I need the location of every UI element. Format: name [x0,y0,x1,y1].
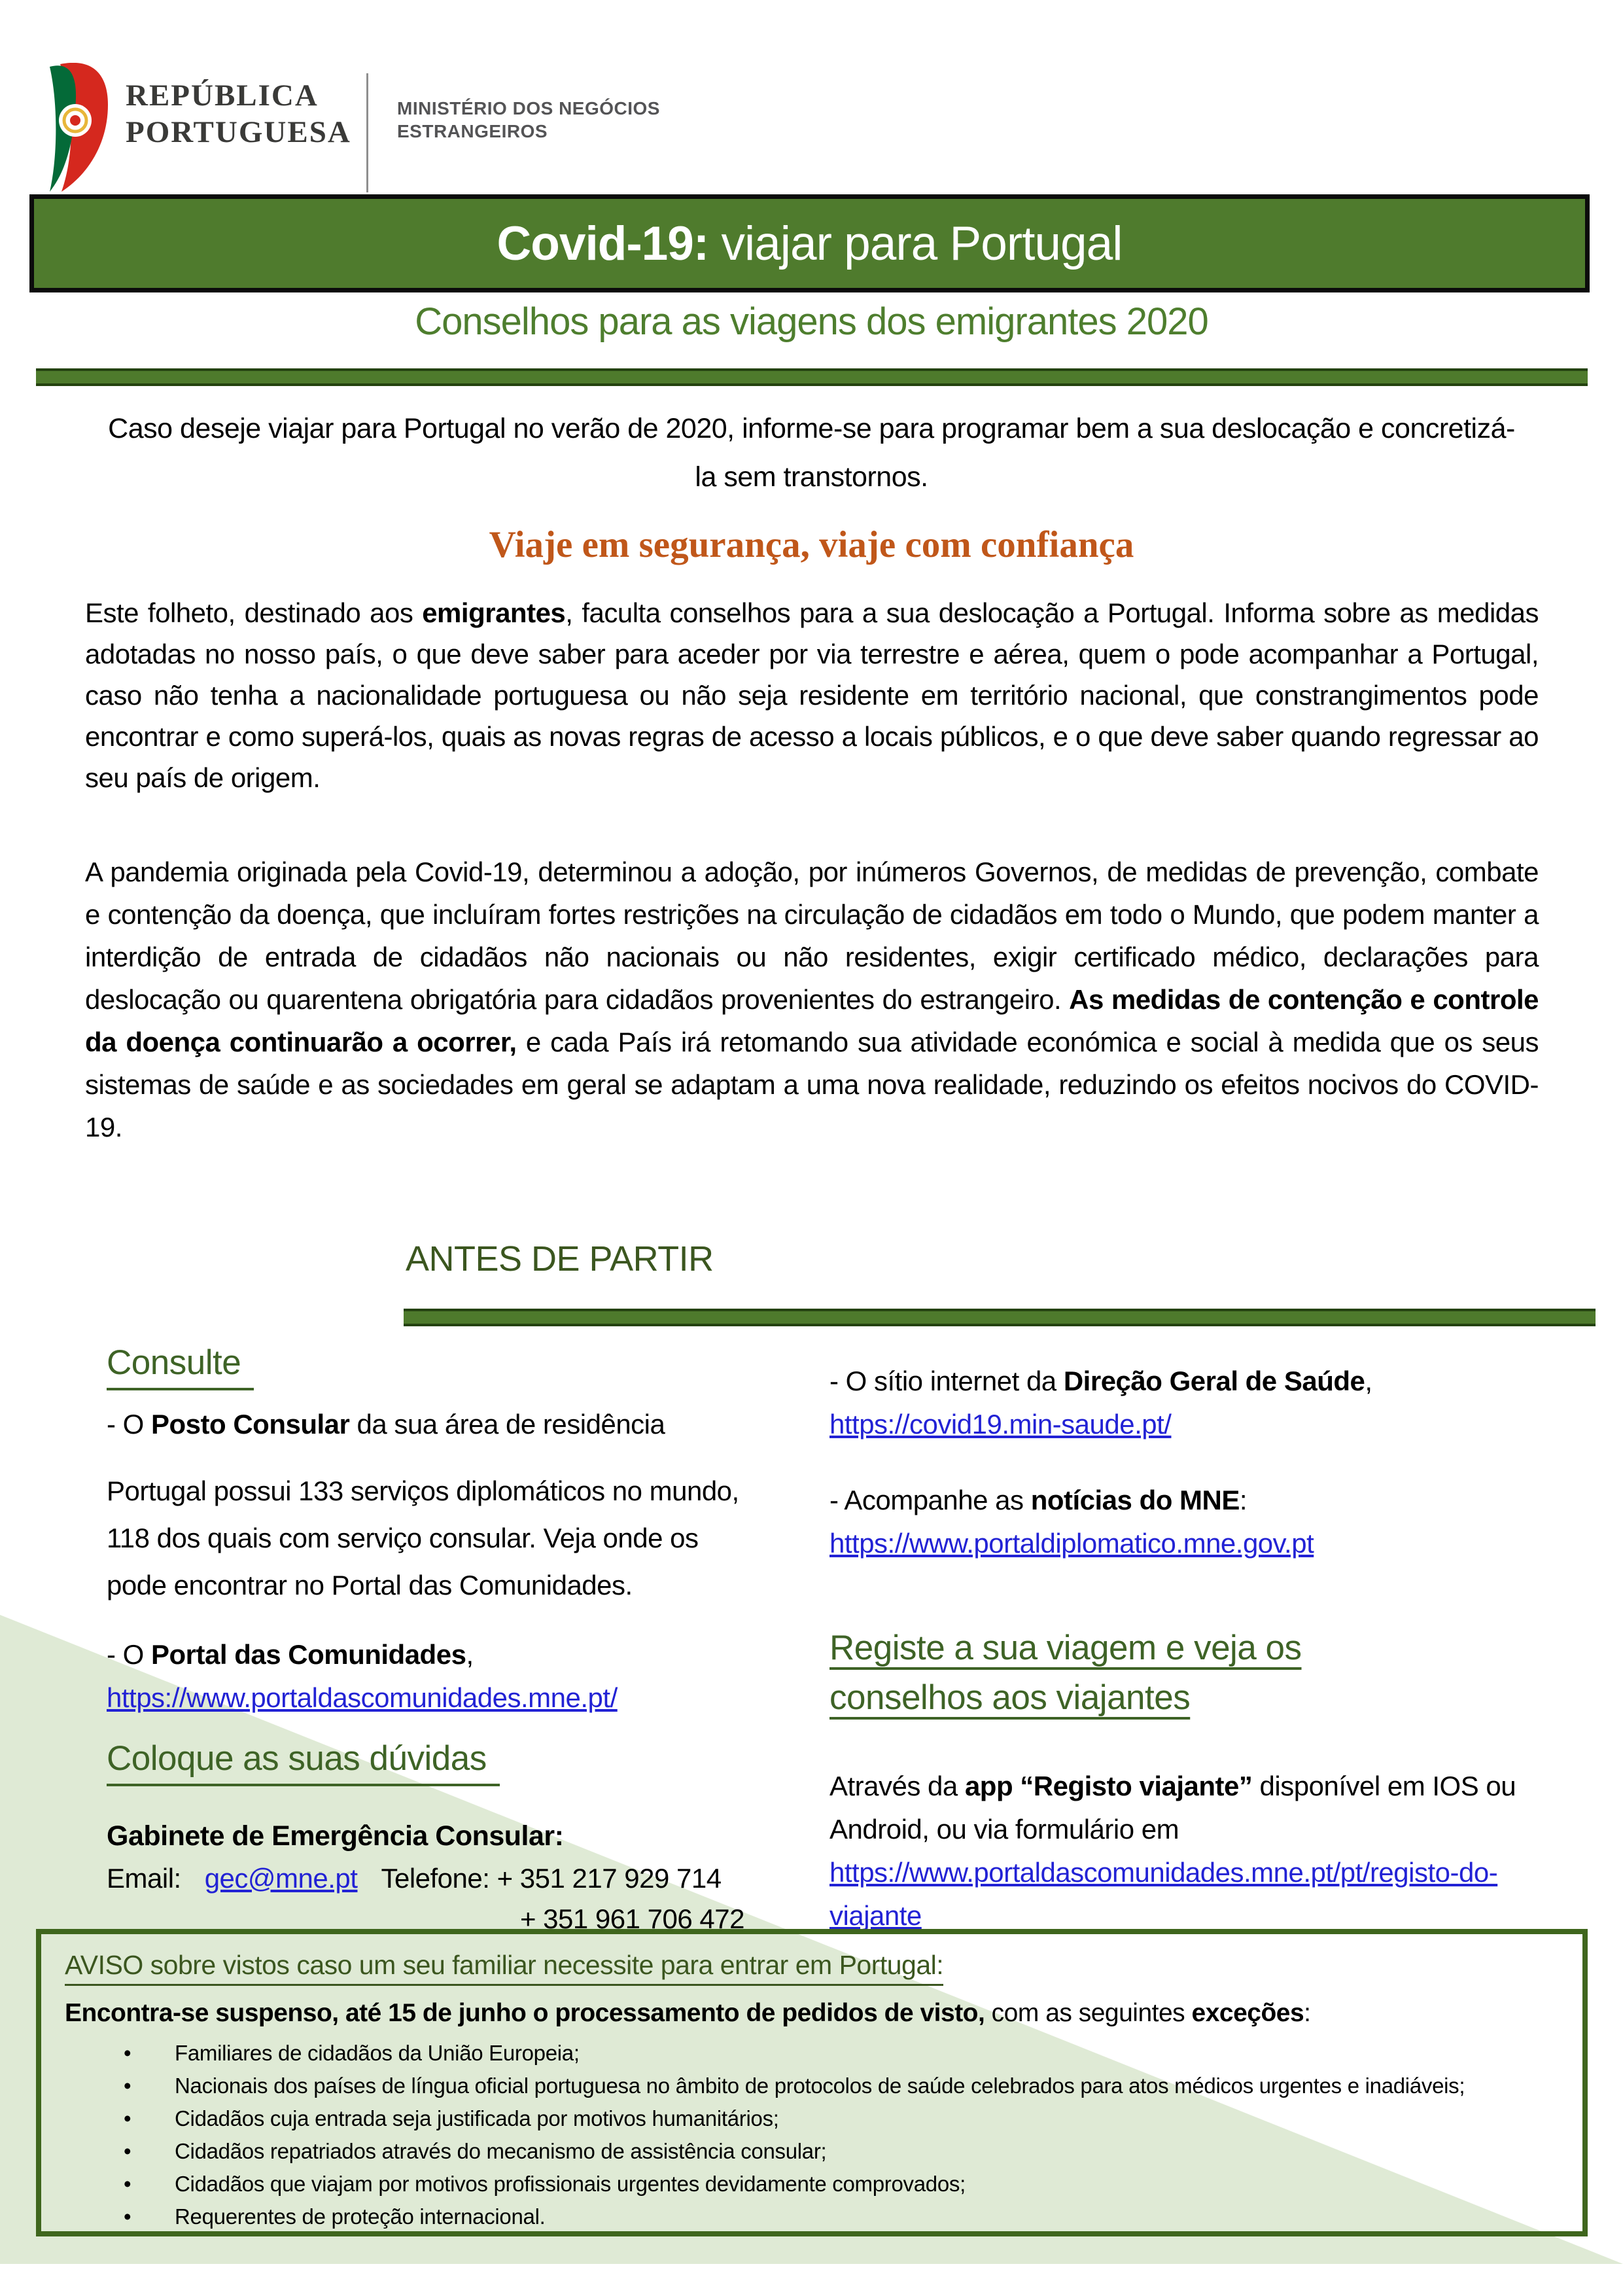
green-divider-bar-top [36,368,1588,386]
title-banner [29,194,1590,292]
section-heading-antes-de-partir: ANTES DE PARTIR [406,1239,714,1279]
posto-consular-line [107,1407,744,1441]
paragraph-2-bold: As medidas de contenção e controle da doença continuarão a ocorrer, [85,984,1539,1057]
registo-paragraph [829,1765,1554,1937]
ministry-line1: MINISTÉRIO DOS NEGÓCIOS [397,98,660,118]
paragraph-2-pre: A pandemia originada pela Covid-19, determinou a adoção, por inúmeros Governos, de medidas de prevenção, combate e contenção da doença, que incluíram fortes restrições na circulação de cidadãos em todo o Mundo, que podem manter a interdição de entrada de cidadãos não nacionais ou não residentes, exigir certificado médico, declarações para deslocação ou quarentena obrigatória para cidadãos provenientes do estrangeiro. [85,857,1539,1015]
registo-app-bold: app “Registo viajante” [964,1771,1253,1801]
posto-pre: - O [107,1409,151,1439]
left-column [107,1343,744,1935]
portal-diplomatico-link[interactable]: https://www.portaldiplomatico.mne.gov.pt [829,1528,1314,1559]
phone-number-2: + 351 961 706 472 [519,1903,744,1934]
safety-heading: Viaje em segurança, viaje com confiança [489,524,1134,565]
republic-brand-text [126,77,351,150]
phone-number-1: Telefone: + 351 217 929 714 [381,1863,722,1894]
aviso-intro-line [65,1999,1559,2028]
portal-comunidades-link[interactable]: https://www.portaldascomunidades.mne.pt/ [107,1682,618,1713]
aviso-intro-bold: Encontra-se suspenso, até 15 de junho o processamento de pedidos de visto, [65,1999,985,2027]
portugal-flag-logo-icon [41,63,110,194]
dgs-pre: - O sítio internet da [829,1366,1064,1396]
exception-item: • Requerentes de proteção internacional. [124,2200,1559,2233]
exception-item: • Cidadãos repatriados através do mecanismo de assistência consular; [124,2135,1559,2168]
portal-post: , [466,1639,474,1670]
paragraph-1-post: , faculta conselhos para a sua deslocação a Portugal. Informa sobre as medidas adotadas no nosso país, o que deve saber para aceder por via terrestre e aérea, quem o pode acompanhar a Portugal, caso não tenha a nacionalidade portuguesa ou não seja residente em território nacional, que constrangimentos pode encontrar e como superá-los, quais as novas regras de acesso a locais públicos, e o que deve saber quando regressar ao seu país de origem. [85,597,1539,793]
email-phone-line [107,1863,744,1894]
aviso-heading: AVISO sobre vistos caso um seu familiar necessite para entrar em Portugal: [65,1950,943,1986]
ministry-line2: ESTRANGEIROS [397,121,548,141]
registe-viagem-heading: Registe a sua viagem e veja os conselhos aos viajantes [829,1629,1302,1717]
brand-line1: REPÚBLICA [126,79,319,113]
paragraph-1 [85,592,1539,798]
paragraph-1-bold: emigrantes [422,597,566,628]
portal-comunidades-line [107,1638,744,1672]
consulte-heading: Consulte [107,1343,254,1390]
brand-line2: PORTUGUESA [126,115,351,149]
posto-post: da sua área de residência [349,1409,665,1439]
subtitle: Conselhos para as viagens dos emigrantes 2020 [415,300,1208,343]
dgs-line [829,1364,1554,1398]
exception-item: • Cidadãos cuja entrada seja justificada por motivos humanitários; [124,2102,1559,2135]
paragraph-2-post: e cada País irá retomando sua atividade económica e social à medida que os seus sistemas de saúde e as sociedades em geral se adaptam a uma nova realidade, reduzindo os efeitos nocivos do COVID-19. [85,1027,1539,1142]
aviso-intro-mid: com as seguintes [985,1999,1192,2027]
dgs-post: , [1365,1366,1372,1396]
green-divider-bar-section [404,1309,1596,1326]
exception-item: • Nacionais dos países de língua oficial portuguesa no âmbito de protocolos de saúde celebrados para atos médicos urgentes e inadiáveis; [124,2070,1559,2102]
registo-pre: Através da [829,1771,965,1801]
registo-viajante-link[interactable]: https://www.portaldascomunidades.mne.pt/pt/registo-do-viajante [829,1857,1498,1931]
registo-post: disponível em IOS ou Android, ou via formulário em [829,1771,1516,1845]
paragraph-1-pre: Este folheto, destinado aos [85,597,423,628]
covid19-saude-link[interactable]: https://covid19.min-saude.pt/ [829,1409,1172,1439]
posto-bold: Posto Consular [151,1409,350,1439]
exception-item: • Cidadãos que viajam por motivos profissionais urgentes devidamente comprovados; [124,2168,1559,2200]
portal-pre: - O [107,1639,151,1670]
header-divider-line [366,73,368,192]
intro-paragraph: Caso deseje viajar para Portugal no verão de 2020, informe-se para programar bem a sua deslocação e concretizá-la sem transtornos. [108,413,1515,493]
banner-title-bold: Covid-19: [497,217,722,270]
visa-notice-box [36,1929,1588,2236]
right-column [829,1364,1554,1937]
paragraph-2 [85,851,1539,1148]
aviso-exceptions-list [65,2037,1559,2233]
portal-bold: Portal das Comunidades [151,1639,466,1670]
gec-email-link[interactable]: gec@mne.pt [204,1863,358,1894]
banner-title-rest: viajar para Portugal [721,217,1123,270]
ministry-name [397,97,660,143]
coloque-duvidas-heading: Coloque as suas dúvidas [107,1739,500,1786]
aviso-intro-bold2: exceções [1191,1999,1304,2027]
email-label: Email: [107,1863,181,1894]
mne-post: : [1239,1485,1248,1515]
diplomatic-network-paragraph: Portugal possui 133 serviços diplomáticos no mundo, 118 dos quais com serviço consular. Veja onde os pode encontrar no Portal das Comunidades. [107,1475,739,1600]
exception-item: • Familiares de cidadãos da União Europeia; [124,2037,1559,2070]
dgs-bold: Direção Geral de Saúde [1063,1366,1365,1396]
mne-pre: - Acompanhe as [829,1485,1031,1515]
mne-news-line [829,1483,1554,1517]
mne-bold: notícias do MNE [1030,1485,1240,1515]
aviso-intro-post: : [1304,1999,1311,2027]
gabinete-emergencia-label: Gabinete de Emergência Consular: [107,1820,564,1852]
